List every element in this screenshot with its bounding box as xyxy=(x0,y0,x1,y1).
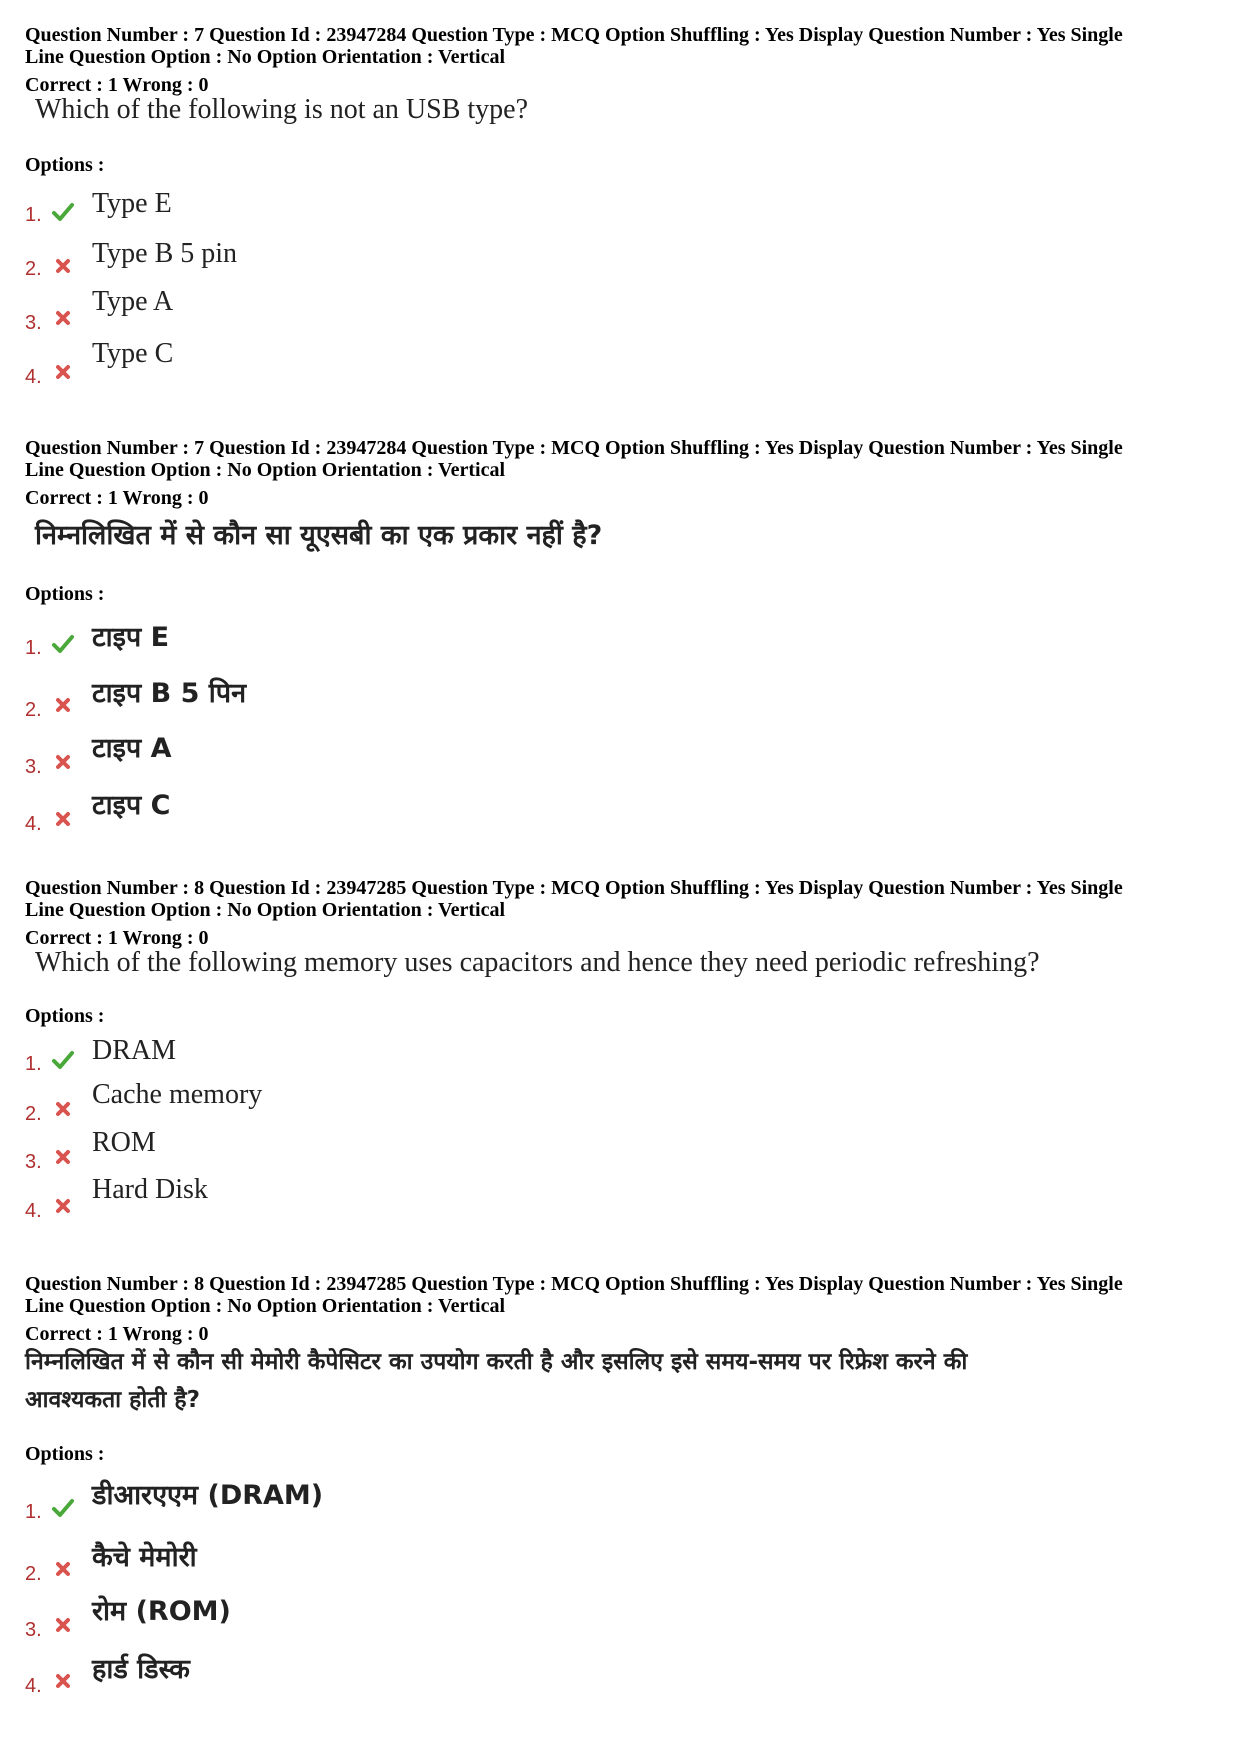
question-text: Which of the following is not an USB type? xyxy=(35,94,529,125)
question-text-line-2: आवश्यकता होती है? xyxy=(25,1387,200,1413)
option-number: 2. xyxy=(25,1103,42,1125)
option-number: 3. xyxy=(25,1619,42,1641)
cross-icon xyxy=(52,361,74,383)
option-number: 4. xyxy=(25,1675,42,1697)
question-meta-line-1: Question Number : 8 Question Id : 23947285 Question Type : MCQ Option Shuffling : Yes Display Question Number : Yes Single xyxy=(25,877,1123,899)
cross-icon xyxy=(52,1558,74,1580)
question-block-4 xyxy=(25,1273,1215,1697)
question-meta-line-2: Line Question Option : No Option Orientation : Vertical xyxy=(25,459,506,481)
cross-icon xyxy=(52,1146,74,1168)
option-text: Type B 5 pin xyxy=(92,238,238,269)
option-number: 4. xyxy=(25,1200,42,1222)
question-meta-line-2: Line Question Option : No Option Orientation : Vertical xyxy=(25,46,506,68)
check-icon xyxy=(52,633,74,655)
option-number: 2. xyxy=(25,1563,42,1585)
cross-icon xyxy=(52,1670,74,1692)
cross-icon xyxy=(52,1195,74,1217)
question-meta-line-1: Question Number : 7 Question Id : 23947284 Question Type : MCQ Option Shuffling : Yes Display Question Number : Yes Single xyxy=(25,24,1123,46)
options-label: Options : xyxy=(25,1443,105,1465)
option-text: टाइप C xyxy=(92,790,171,821)
option-text: डीआरएएम (DRAM) xyxy=(92,1480,324,1511)
option-text: Type A xyxy=(92,286,174,317)
option-number: 4. xyxy=(25,366,42,388)
cross-icon xyxy=(52,255,74,277)
cross-icon xyxy=(52,307,74,329)
options-label: Options : xyxy=(25,583,105,605)
check-icon xyxy=(52,201,74,223)
question-text-line-1: निम्नलिखित में से कौन सी मेमोरी कैपेसिटर का उपयोग करती है और इसलिए इसे समय-समय पर रिफ्रेश करने की xyxy=(25,1349,968,1375)
option-text: ROM xyxy=(92,1127,156,1158)
marking-scheme: Correct : 1 Wrong : 0 xyxy=(25,74,209,96)
cross-icon xyxy=(52,1614,74,1636)
option-number: 3. xyxy=(25,756,42,778)
check-icon xyxy=(52,1049,74,1071)
option-text: हार्ड डिस्क xyxy=(92,1654,190,1685)
question-block-1 xyxy=(25,24,1215,388)
option-text: कैचे मेमोरी xyxy=(92,1542,197,1573)
cross-icon xyxy=(52,1098,74,1120)
option-text: टाइप B 5 पिन xyxy=(92,678,247,709)
cross-icon xyxy=(52,751,74,773)
question-block-2 xyxy=(25,437,1215,835)
option-text: Hard Disk xyxy=(92,1174,208,1205)
option-number: 3. xyxy=(25,312,42,334)
question-text: Which of the following memory uses capacitors and hence they need periodic refreshing? xyxy=(35,947,1040,978)
option-number: 2. xyxy=(25,699,42,721)
option-text: Cache memory xyxy=(92,1079,263,1110)
question-block-3 xyxy=(25,877,1215,1222)
option-number: 1. xyxy=(25,1053,42,1075)
cross-icon xyxy=(52,808,74,830)
question-text: निम्नलिखित में से कौन सा यूएसबी का एक प्रकार नहीं है? xyxy=(35,520,603,551)
options-label: Options : xyxy=(25,154,105,176)
check-icon xyxy=(52,1497,74,1519)
marking-scheme: Correct : 1 Wrong : 0 xyxy=(25,487,209,509)
options-label: Options : xyxy=(25,1005,105,1027)
option-number: 2. xyxy=(25,258,42,280)
question-meta-line-1: Question Number : 7 Question Id : 23947284 Question Type : MCQ Option Shuffling : Yes Display Question Number : Yes Single xyxy=(25,437,1123,459)
option-text: Type E xyxy=(92,188,172,219)
option-number: 4. xyxy=(25,813,42,835)
option-number: 1. xyxy=(25,204,42,226)
question-meta-line-2: Line Question Option : No Option Orientation : Vertical xyxy=(25,1295,506,1317)
question-meta-line-1: Question Number : 8 Question Id : 23947285 Question Type : MCQ Option Shuffling : Yes Display Question Number : Yes Single xyxy=(25,1273,1123,1295)
cross-icon xyxy=(52,694,74,716)
option-number: 1. xyxy=(25,1501,42,1523)
option-text: रोम (ROM) xyxy=(92,1596,231,1627)
option-number: 3. xyxy=(25,1151,42,1173)
option-text: Type C xyxy=(92,338,174,369)
marking-scheme: Correct : 1 Wrong : 0 xyxy=(25,1323,209,1345)
option-text: टाइप E xyxy=(92,622,170,653)
option-number: 1. xyxy=(25,637,42,659)
option-text: टाइप A xyxy=(92,733,172,764)
option-text: DRAM xyxy=(92,1035,177,1066)
question-meta-line-2: Line Question Option : No Option Orientation : Vertical xyxy=(25,899,506,921)
marking-scheme: Correct : 1 Wrong : 0 xyxy=(25,927,209,949)
